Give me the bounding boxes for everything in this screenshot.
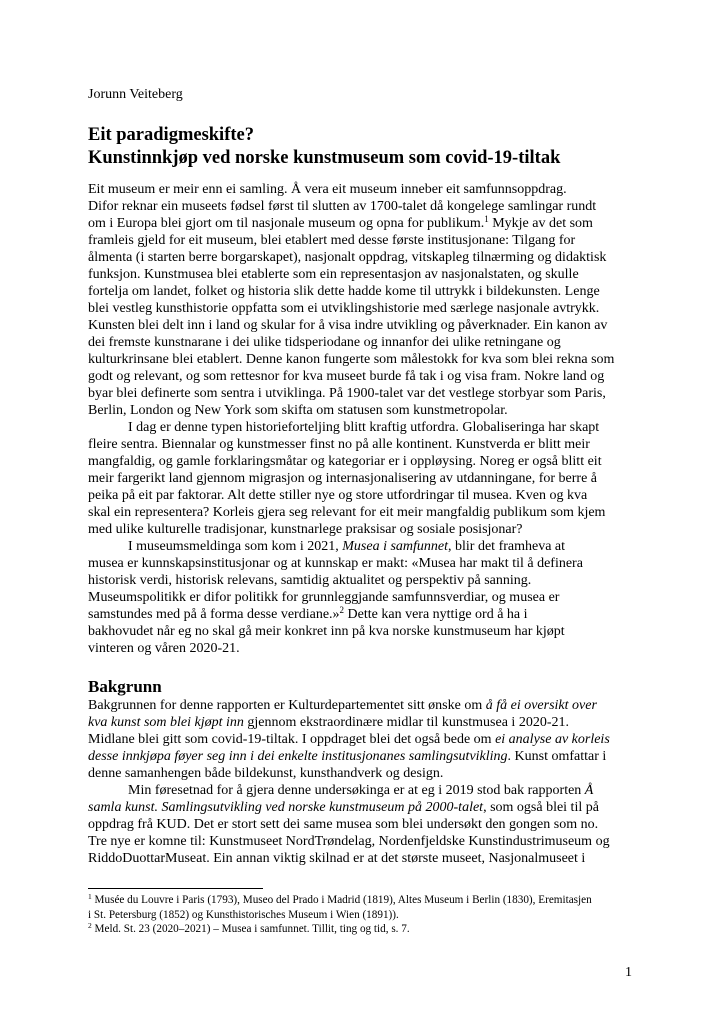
body-text xyxy=(88,181,640,867)
text-line xyxy=(88,799,640,816)
text-line: blei vestleg kunsthistorie oppfatta som ei utviklingshistorie med særlege nasjonale avtrykk. xyxy=(88,301,600,316)
text-line: med ulike kulturelle tradisjonar, kunstnarlege praksisar og sosiale posisjonar? xyxy=(88,522,523,537)
text-line: funksjon. Kunstmusea blei etablerte som ein representasjon av nasjonalstaten, og skulle xyxy=(88,267,579,282)
text-line: Museumspolitikk er difor politikk for grunnleggjande samfunnsverdiar, og musea er xyxy=(88,590,560,605)
text-line: peika på eit par faktorar. Alt dette stiller nye og store utfordringar til musea. Kven og kva xyxy=(88,488,588,503)
text-line: I dag er denne typen historieforteljing blitt kraftig utfordra. Globaliseringa har skapt xyxy=(128,420,600,435)
text-run-italic: samla kunst. Samlingsutvikling ved norske kunstmuseum på 2000-talet xyxy=(88,800,484,815)
paragraph-globalisation xyxy=(88,419,640,538)
text-run: Dette kan vera nyttige ord å ha i xyxy=(344,607,528,622)
text-run: gjennom ekstraordinære midlar til kunstmusea i 2020-21. xyxy=(243,715,569,730)
text-line: denne samanhengen både bildekunst, kunsthandverk og design. xyxy=(88,766,444,781)
footnotes xyxy=(88,893,640,937)
text-line xyxy=(88,215,640,232)
text-line: Kunsten blei delt inn i land og skular for å visa indre utvikling og påverknader. Ein kanon av xyxy=(88,318,608,333)
text-line xyxy=(88,606,640,623)
intro-paragraph xyxy=(88,181,640,419)
text-line: RiddoDuottarMuseat. Ein annan viktig skilnad er at det største museet, Nasjonalmuseet i xyxy=(88,851,586,866)
footnote-number: 2 xyxy=(88,921,92,930)
text-run: , som også blei til på xyxy=(483,800,599,815)
text-run: I museumsmeldinga som kom i 2021, xyxy=(128,539,343,554)
text-line: Berlin, London og New York som skifta om statusen som kunstmetropolar. xyxy=(88,403,508,418)
text-line xyxy=(88,748,640,765)
text-line xyxy=(88,697,640,714)
author-name: Jorunn Veiteberg xyxy=(88,87,183,102)
footnote-2 xyxy=(88,922,640,937)
title-line-1: Eit paradigmeskifte? xyxy=(88,125,254,145)
text-line: byar blei definerte som sentra i utviklinga. På 1900-talet var det vestlege storbyar som Paris, xyxy=(88,386,606,401)
text-line xyxy=(88,782,640,799)
title-line-2: Kunstinnkjøp ved norske kunstmuseum som covid-19-tiltak xyxy=(88,148,561,168)
text-line: framleis gjeld for eit museum, blei etablert med desse første institusjonane: Tilgang for xyxy=(88,233,576,248)
text-line: ålmenta (i starten berre borgarskapet), nasjonalt oppdrag, vitskapleg tilnærming og didaktisk xyxy=(88,250,607,265)
text-run: Midlane blei gitt som covid-19-tiltak. I oppdraget blei det også bede om xyxy=(88,732,496,747)
footnote-1-line-1 xyxy=(88,893,640,908)
text-run: Mykje av det som xyxy=(488,216,593,231)
footnote-separator xyxy=(88,888,263,889)
text-run: , blir det framheva at xyxy=(448,539,566,554)
paragraph-museumsmelding xyxy=(88,538,640,657)
footnote-number: 1 xyxy=(88,892,92,901)
text-run: . Kunst omfattar i xyxy=(507,749,607,764)
text-run: Bakgrunnen for denne rapporten er Kulturdepartementet sitt ønske om xyxy=(88,698,486,713)
section-heading-bakgrunn: Bakgrunn xyxy=(88,677,162,696)
text-line: bakhovudet når eg no skal gå meir konkret inn på kva norske kunstmuseum har kjøpt xyxy=(88,624,565,639)
text-run: om i Europa blei gjort om til nasjonale museum og opna for publikum. xyxy=(88,216,485,231)
text-run-italic: kva kunst som blei kjøpt inn xyxy=(88,715,244,730)
text-run-italic: å få ei oversikt over xyxy=(485,698,597,713)
text-line: godt og relevant, og som rettesnor for kva museet burde få tak i og visa fram. Nokre land og xyxy=(88,369,605,384)
text-run: samstundes med på å forma desse verdiane.» xyxy=(88,607,340,622)
text-line: Eit museum er meir enn ei samling. Å vera eit museum inneber eit samfunnsoppdrag. xyxy=(88,182,567,197)
text-line: dei fremste kunstnarane i dei ulike tidsperiodane og innanfor dei ulike retningane og xyxy=(88,335,561,350)
text-run-italic: Musea i samfunnet xyxy=(342,539,449,554)
footnote-1-line-2: i St. Petersburg (1852) og Kunsthistorisches Museum i Wien (1891)). xyxy=(88,908,399,921)
paragraph-bakgrunn-1 xyxy=(88,697,640,782)
footnote-text: Meld. St. 23 (2020–2021) – Musea i samfunnet. Tillit, ting og tid, s. 7. xyxy=(91,923,410,935)
text-line: Tre nye er komne til: Kunstmuseet NordTrøndelag, Nordenfjeldske Kunstindustrimuseum og xyxy=(88,834,610,849)
text-line xyxy=(88,538,640,555)
text-line: kulturkrinsane blei etablert. Denne kanon fungerte som målestokk for kva som blei rekna som xyxy=(88,352,615,367)
page-content xyxy=(88,86,640,867)
text-line xyxy=(88,731,640,748)
text-line: fortelja om landet, folket og historia slik dette hadde kome til uttrykk i bildekunsten. Lenge xyxy=(88,284,600,299)
text-line: oppdrag frå KUD. Det er stort sett dei same musea som blei undersøkt den gongen som no. xyxy=(88,817,599,832)
article-title xyxy=(88,124,640,170)
text-line: Difor reknar ein museets fødsel først til slutten av 1700-talet då kongelege samlingar rundt xyxy=(88,199,597,214)
text-line: skal ein representera? Korleis gjera seg relevant for eit meir mangfaldig publikum som kjem xyxy=(88,505,606,520)
text-run: Min føresetnad for å gjera denne undersøkinga er at eg i 2019 stod bak rapporten xyxy=(128,783,585,798)
text-run-italic: ei analyse av korleis xyxy=(495,732,610,747)
footnote-ref-1[interactable]: 1 xyxy=(484,214,489,224)
footnote-text: Musée du Louvre i Paris (1793), Museo del Prado i Madrid (1819), Altes Museum i Berlin (1830), Eremitasjen xyxy=(91,894,592,906)
text-line: musea er kunnskapsinstitusjonar og at kunnskap er makt: «Musea har makt til å definera xyxy=(88,556,583,571)
text-line: historisk verdi, historisk relevans, samtidig aktualitet og perspektiv på sanning. xyxy=(88,573,532,588)
text-line: fleire sentra. Biennalar og kunstmesser finst no på alle kontinent. Kunstverda er blitt meir xyxy=(88,437,590,452)
text-run-italic: desse innkjøpa føyer seg inn i dei enkelte institusjonanes samlingsutvikling xyxy=(88,749,508,764)
footnote-ref-2[interactable]: 2 xyxy=(339,605,345,615)
text-line: mangfaldig, og gamle forklaringsmåtar og kategoriar er i oppløysing. Noreg er også blitt eit xyxy=(88,454,602,469)
page-number: 1 xyxy=(625,965,632,980)
text-line: vinteren og våren 2020-21. xyxy=(88,641,240,656)
text-line: meir fargerikt land gjennom migrasjon og internasjonalisering av utdanningane, for berre å xyxy=(88,471,598,486)
text-line xyxy=(88,714,640,731)
paragraph-bakgrunn-2 xyxy=(88,782,640,867)
text-run-italic: Å xyxy=(584,783,594,798)
